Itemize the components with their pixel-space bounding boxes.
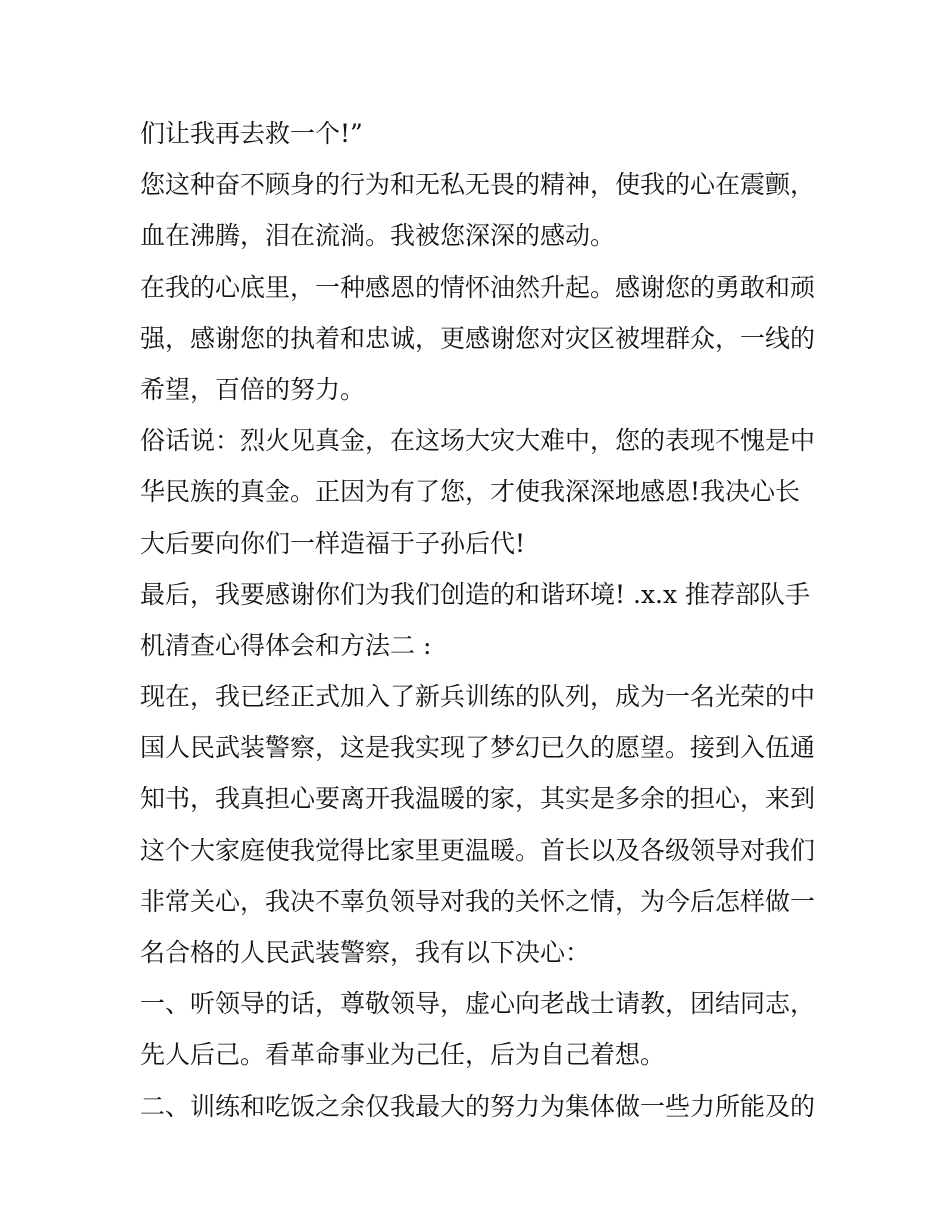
- text-line: 这个大家庭使我觉得比家里更温暖。首长以及各级领导对我们: [140, 835, 816, 865]
- text-line: 机清查心得体会和方法二 :: [140, 630, 432, 660]
- text-line: 现在，我已经正式加入了新兵训练的队列，成为一名光荣的中: [140, 682, 816, 712]
- text-line: 血在沸腾，泪在流淌。我被您深深的感动。: [140, 221, 616, 251]
- text-line: 俗话说：烈火见真金，在这场大灾大难中，您的表现不愧是中: [140, 426, 816, 456]
- text-line: 名合格的人民武装警察，我有以下决心：: [140, 938, 591, 967]
- text-line: 强，感谢您的执着和忠诚，更感谢您对灾区被埋群众，一线的: [140, 323, 816, 353]
- text-line: 华民族的真金。正因为有了您，才使我深深地感恩!我决心长: [140, 477, 801, 507]
- text-line: 您这种奋不顾身的行为和无私无畏的精神，使我的心在震颤，: [140, 170, 816, 200]
- text-line: 先人后己。看革命事业为己任，后为自己着想。: [140, 1040, 666, 1070]
- text-line: 知书，我真担心要离开我温暖的家，其实是多余的担心，来到: [140, 784, 816, 814]
- text-line: 希望，百倍的努力。: [140, 374, 366, 404]
- text-line: 在我的心底里，一种感恩的情怀油然升起。感谢您的勇敢和顽: [140, 272, 816, 302]
- text-line: 二、训练和吃饭之余仅我最大的努力为集体做一些力所能及的: [140, 1091, 816, 1121]
- text-line: 们让我再去救一个!”: [140, 119, 363, 148]
- text-line: 非常关心，我决不辜负领导对我的关怀之情，为今后怎样做一: [140, 886, 816, 916]
- text-line: 最后，我要感谢你们为我们创造的和谐环境! .x.x 推荐部队手: [140, 579, 811, 609]
- text-line: 一、听领导的话，尊敬领导，虚心向老战士请教，团结同志，: [140, 989, 816, 1019]
- document-body: [140, 108, 820, 1132]
- text-line: 国人民武装警察，这是我实现了梦幻已久的愿望。接到入伍通: [140, 733, 816, 763]
- text-line: 大后要向你们一样造福于子孙后代!: [140, 528, 526, 558]
